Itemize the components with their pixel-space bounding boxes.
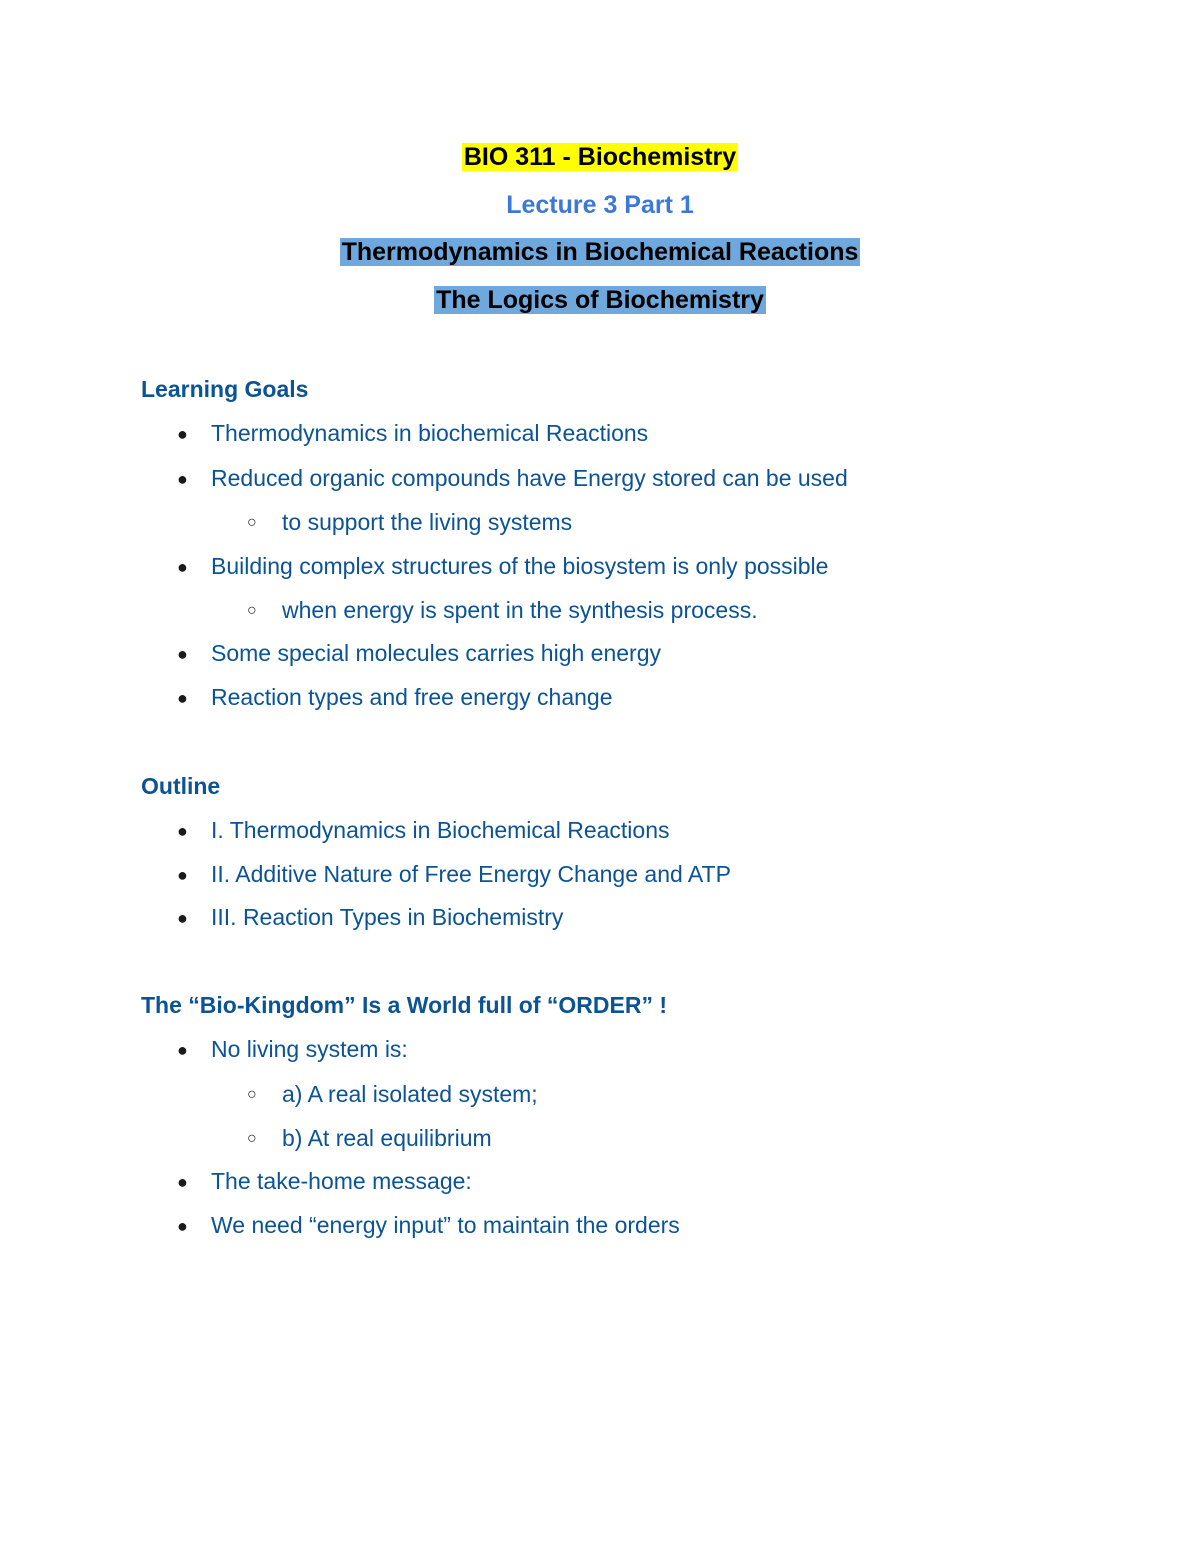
outline-heading: Outline [141, 773, 221, 799]
list-item: No living system is: [211, 1036, 408, 1062]
learning-goals-heading: Learning Goals [141, 376, 309, 402]
bullet-dot-icon: ● [177, 469, 188, 489]
subtitle: The Logics of Biochemistry [436, 286, 764, 314]
list-item: The take-home message: [211, 1168, 472, 1194]
list-item: when energy is spent in the synthesis process. [282, 597, 758, 623]
subtitle-line [0, 285, 1200, 315]
bullet-dot-icon: ● [177, 424, 188, 444]
lecture-title: Lecture 3 Part 1 [506, 191, 694, 219]
bullet-dot-icon: ● [177, 821, 188, 841]
list-item: Building complex structures of the biosystem is only possible [211, 553, 829, 579]
bullet-dot-icon: ● [177, 865, 188, 885]
bio-kingdom-heading: The “Bio-Kingdom” Is a World full of “ORDER” ! [141, 992, 667, 1018]
list-item: Reaction types and free energy change [211, 684, 613, 710]
list-item: III. Reaction Types in Biochemistry [211, 904, 564, 930]
list-item: I. Thermodynamics in Biochemical Reactions [211, 817, 670, 843]
list-item: Some special molecules carries high energy [211, 640, 661, 666]
list-item: We need “energy input” to maintain the orders [211, 1212, 680, 1238]
bullet-circle-icon: ○ [247, 602, 257, 619]
course-title-line [0, 142, 1200, 172]
list-item: Thermodynamics in biochemical Reactions [211, 420, 649, 446]
course-title: BIO 311 - Biochemistry [463, 143, 737, 171]
bullet-circle-icon: ○ [247, 514, 257, 531]
list-item: to support the living systems [282, 509, 573, 535]
list-item: a) A real isolated system; [282, 1081, 538, 1107]
bullet-dot-icon: ● [177, 1172, 188, 1192]
bullet-circle-icon: ○ [247, 1130, 257, 1147]
bullet-circle-icon: ○ [247, 1086, 257, 1103]
list-item: b) At real equilibrium [282, 1125, 492, 1151]
list-item: II. Additive Nature of Free Energy Change and ATP [211, 861, 731, 887]
bullet-dot-icon: ● [177, 1040, 188, 1060]
bullet-dot-icon: ● [177, 688, 188, 708]
bullet-dot-icon: ● [177, 1216, 188, 1236]
bullet-dot-icon: ● [177, 557, 188, 577]
bullet-dot-icon: ● [177, 908, 188, 928]
topic-title-line [0, 237, 1200, 267]
list-item: Reduced organic compounds have Energy stored can be used [211, 465, 848, 491]
bullet-dot-icon: ● [177, 644, 188, 664]
topic-title: Thermodynamics in Biochemical Reactions [341, 238, 859, 266]
